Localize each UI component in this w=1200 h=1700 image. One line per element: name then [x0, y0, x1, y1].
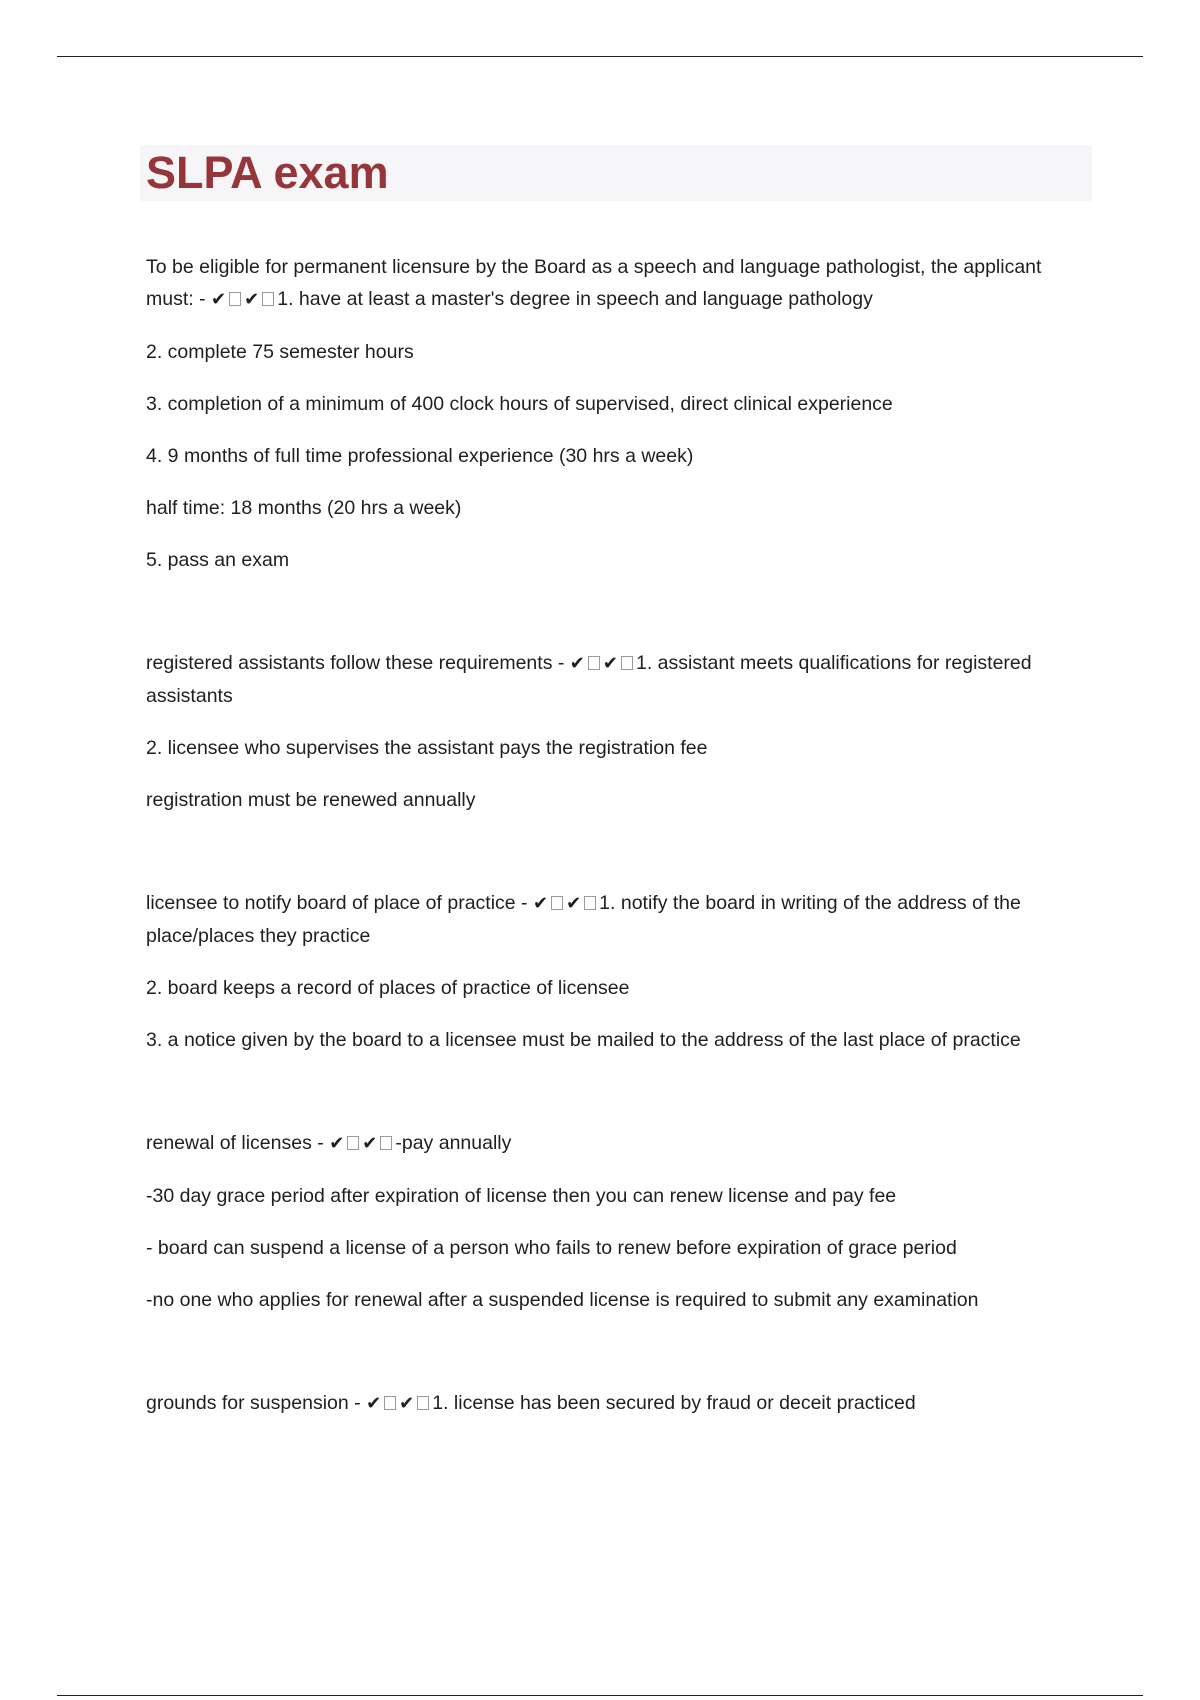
flashcard-term: renewal of licenses	[146, 1132, 312, 1154]
top-rule	[57, 56, 1143, 57]
check-icon: ✔	[329, 1133, 345, 1154]
flashcard-first-line: registered assistants follow these requirements - ✔ ✔ 1. assistant meets qualifications for registered assistants	[146, 652, 1032, 707]
check-icon: ✔	[566, 893, 582, 914]
box-icon	[621, 656, 633, 670]
box-icon	[551, 896, 563, 910]
box-icon	[588, 656, 600, 670]
flashcard-list	[146, 251, 1091, 1440]
check-icon: ✔	[569, 653, 585, 674]
flashcard-term: registered assistants follow these requirements	[146, 652, 553, 674]
check-icon: ✔	[362, 1133, 378, 1154]
flashcard-answer-line: 1. notify the board in writing of the address of the place/places they practice	[146, 892, 1021, 947]
title-band	[140, 145, 1092, 201]
check-icon: ✔	[244, 289, 260, 310]
check-icon: ✔	[602, 653, 618, 674]
box-icon	[262, 292, 274, 306]
flashcard-answer-line: 5. pass an exam	[146, 549, 290, 571]
box-icon	[384, 1396, 396, 1410]
flashcard-answer-line: 2. complete 75 semester hours	[146, 341, 414, 363]
flashcard-answer-line: -no one who applies for renewal after a suspended license is required to submit any examination	[146, 1289, 979, 1311]
flashcard-first-line: renewal of licenses - ✔ ✔ -pay annually	[146, 1132, 512, 1154]
card-gap	[146, 1336, 1091, 1387]
flashcard	[146, 1127, 1091, 1316]
card-gap	[146, 1076, 1091, 1127]
check-icon: ✔	[532, 893, 549, 914]
flashcard	[146, 647, 1091, 816]
box-icon	[584, 896, 596, 910]
flashcard-answer-line: 4. 9 months of full time professional experience (30 hrs a week)	[146, 445, 694, 467]
box-icon	[380, 1136, 392, 1150]
box-icon	[347, 1136, 359, 1150]
flashcard-answer-line: 1. have at least a master's degree in speech and language pathology	[277, 288, 873, 310]
flashcard	[146, 251, 1091, 576]
flashcard-answer-line: 1. assistant meets qualifications for registered assistants	[146, 652, 1032, 707]
flashcard	[146, 887, 1091, 1056]
flashcard-answer-line: registration must be renewed annually	[146, 789, 476, 811]
flashcard-answer-line: 1. license has been secured by fraud or deceit practiced	[432, 1392, 916, 1414]
flashcard-first-line: licensee to notify board of place of practice - ✔ ✔ 1. notify the board in writing of the address of the place/places they practice	[146, 892, 1021, 947]
flashcard-answer-line: 2. licensee who supervises the assistant pays the registration fee	[146, 737, 708, 759]
flashcard-first-line: grounds for suspension - ✔ ✔ 1. license has been secured by fraud or deceit practiced	[146, 1392, 916, 1414]
flashcard-answer-line: -30 day grace period after expiration of license then you can renew license and pay fee	[146, 1185, 897, 1207]
flashcard-term: licensee to notify board of place of practice	[146, 892, 516, 914]
box-icon	[229, 292, 241, 306]
card-gap	[146, 836, 1091, 887]
flashcard	[146, 1387, 1091, 1420]
flashcard-term: To be eligible for permanent licensure by the Board as a speech and language pathologist, the applicant must:	[146, 256, 1042, 310]
flashcard-answer-line: 3. completion of a minimum of 400 clock hours of supervised, direct clinical experience	[146, 393, 893, 415]
page-title: SLPA exam	[146, 147, 389, 198]
card-gap	[146, 596, 1091, 647]
flashcard-answer-line: -pay annually	[395, 1132, 512, 1154]
box-icon	[417, 1396, 429, 1410]
flashcard-answer-line: - board can suspend a license of a person who fails to renew before expiration of grace period	[146, 1237, 957, 1259]
flashcard-answer-line: half time: 18 months (20 hrs a week)	[146, 497, 462, 519]
flashcard-answer-line: 3. a notice given by the board to a licensee must be mailed to the address of the last place of practice	[146, 1029, 1021, 1051]
check-icon: ✔	[366, 1393, 382, 1414]
flashcard-answer-line: 2. board keeps a record of places of practice of licensee	[146, 977, 630, 999]
flashcard-term: grounds for suspension	[146, 1392, 349, 1414]
flashcard-first-line: To be eligible for permanent licensure by the Board as a speech and language pathologist, the applicant must: - ✔ ✔ 1. have at least a master's degree in speech and language pathology	[146, 256, 1042, 310]
check-icon: ✔	[211, 289, 227, 310]
bottom-rule	[57, 1695, 1143, 1696]
check-icon: ✔	[399, 1393, 415, 1414]
